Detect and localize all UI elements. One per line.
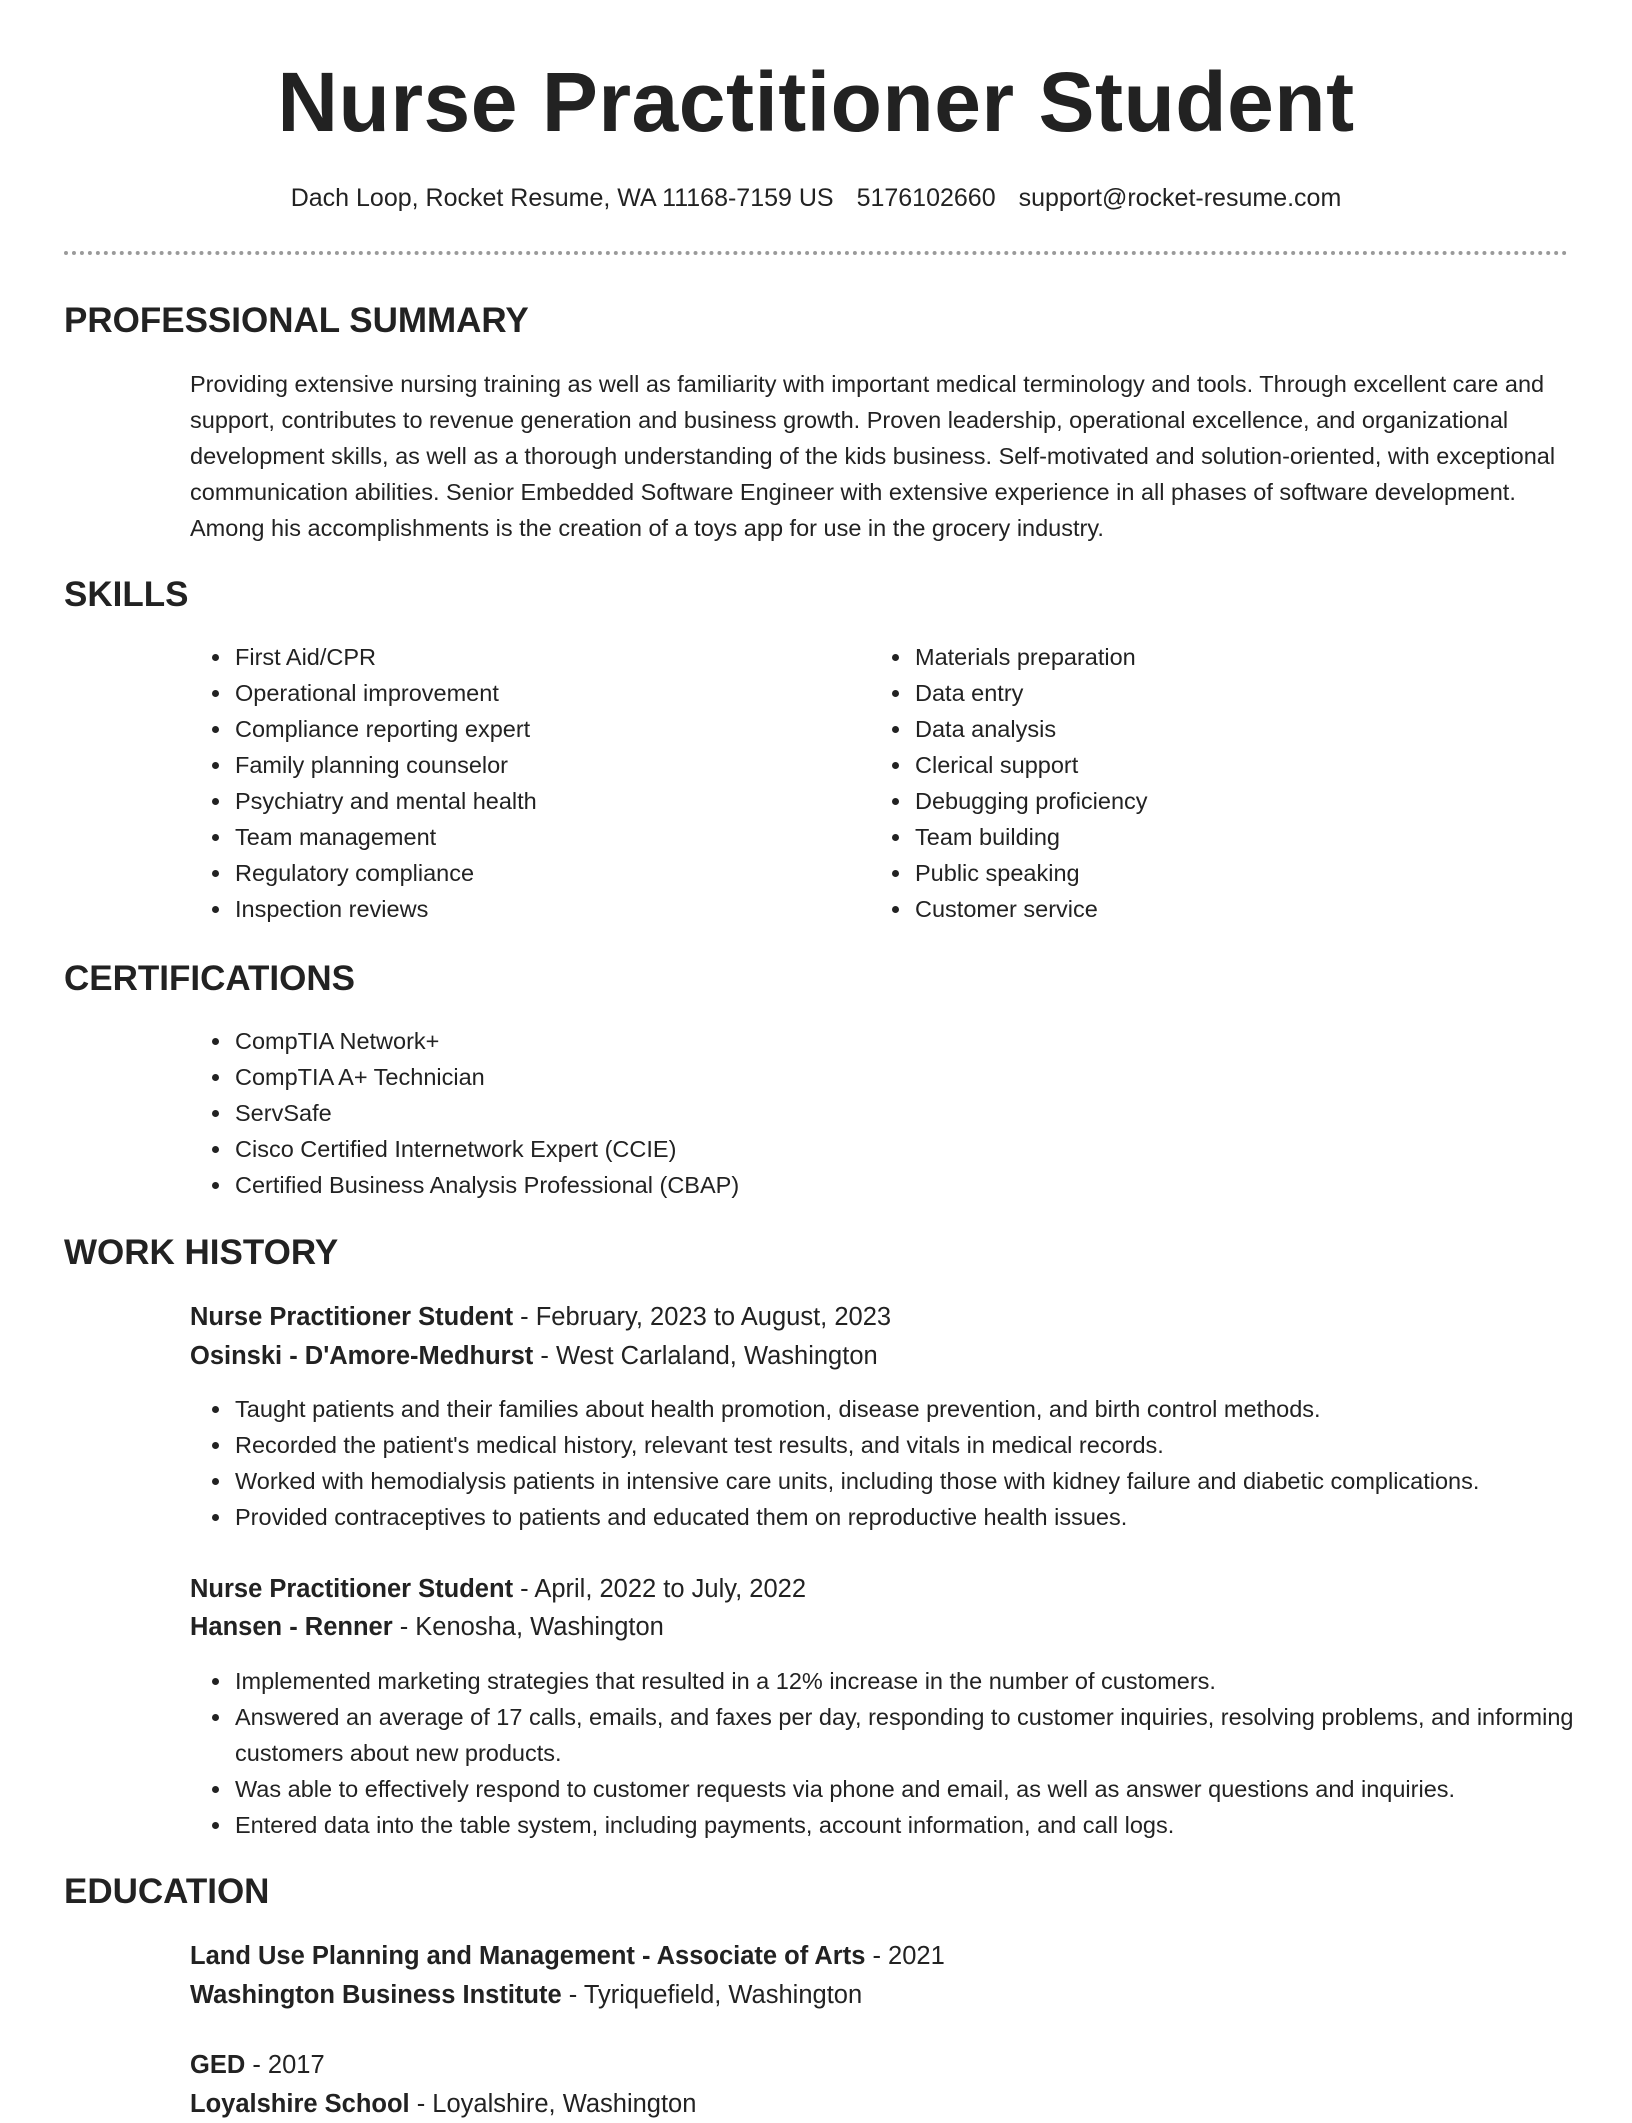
job-company: Hansen - Renner [190,1613,393,1641]
job-company-line [190,1337,878,1375]
education-location: - Tyriquefield, Washington [561,1981,863,2009]
list-item: • Recorded the patient's medical history, relevant test results, and vitals in medical records. [233,1427,1623,1463]
contact-address: Dach Loop, Rocket Resume, WA 11168-7159 US [290,184,834,212]
job-title-line [190,1298,891,1336]
certifications-list [190,1023,1533,1203]
skills-list-right [870,639,1513,927]
job-company-line [190,1608,664,1646]
list-item: • Family planning counselor [233,747,833,783]
list-item: • ServSafe [233,1095,1533,1131]
education-location: - Loyalshire, Washington [409,2090,697,2118]
education-school-line [190,1976,862,2014]
summary-heading: PROFESSIONAL SUMMARY [64,301,529,340]
list-item: • Debugging proficiency [913,783,1513,819]
list-item: • Cisco Certified Internetwork Expert (CCIE) [233,1131,1533,1167]
education-degree: GED [190,2051,246,2079]
job-location: - West Carlaland, Washington [533,1342,878,1370]
list-item: • Answered an average of 17 calls, emails, and faxes per day, responding to customer inquiries, resolving problems, and informing customers about new products. [233,1699,1613,1771]
list-item: • Certified Business Analysis Professional (CBAP) [233,1167,1533,1203]
header-divider [64,251,1568,255]
job-dates: - April, 2022 to July, 2022 [513,1575,807,1603]
list-item: • Data analysis [913,711,1513,747]
job-title-line [190,1570,806,1608]
list-item: • Operational improvement [233,675,833,711]
job-location: - Kenosha, Washington [392,1613,664,1641]
contact-info [0,180,1632,216]
list-item: • Materials preparation [913,639,1513,675]
list-item: • CompTIA Network+ [233,1023,1533,1059]
contact-email: support@rocket-resume.com [1018,184,1342,212]
list-item: • Worked with hemodialysis patients in intensive care units, including those with kidney failure and diabetic complications. [233,1463,1623,1499]
job-bullets [190,1663,1613,1843]
work-history-heading: WORK HISTORY [64,1233,339,1272]
certifications-heading: CERTIFICATIONS [64,959,356,998]
list-item: • CompTIA A+ Technician [233,1059,1533,1095]
list-item: • Clerical support [913,747,1513,783]
list-item: • Entered data into the table system, including payments, account information, and call logs. [233,1807,1613,1843]
job-dates: - February, 2023 to August, 2023 [513,1303,892,1331]
candidate-name: Nurse Practitioner Student [277,55,1355,149]
education-school: Loyalshire School [190,2090,410,2118]
list-item: • Public speaking [913,855,1513,891]
job-role: Nurse Practitioner Student [190,1575,514,1603]
list-item: • Taught patients and their families about health promotion, disease prevention, and birth control methods. [233,1391,1623,1427]
education-year: - 2021 [865,1942,945,1970]
contact-phone: 5176102660 [856,184,996,212]
list-item: • Team building [913,819,1513,855]
summary-text: Providing extensive nursing training as well as familiarity with important medical terminology and tools. Through excellent care and support, contributes to revenue generation and business growth. Proven leadership, operational excellence, and organizational development skills, as well as a thorough understanding of the kids business. Self-motivated and solution-oriented, with exceptional communication abilities. Senior Embedded Software Engineer with extensive experience in all phases of software development. Among his accomplishments is the creation of a toys app for use in the grocery industry. [190,371,1556,541]
list-item: • Compliance reporting expert [233,711,833,747]
skills-heading: SKILLS [64,575,189,614]
job-company: Osinski - D'Amore-Medhurst [190,1342,534,1370]
education-degree-line [190,2046,325,2084]
education-degree-line [190,1937,945,1975]
job-role: Nurse Practitioner Student [190,1303,514,1331]
list-item: • Implemented marketing strategies that resulted in a 12% increase in the number of customers. [233,1663,1613,1699]
list-item: • Regulatory compliance [233,855,833,891]
list-item: • Data entry [913,675,1513,711]
skills-list-left [190,639,833,927]
list-item: • Was able to effectively respond to customer requests via phone and email, as well as answer questions and inquiries. [233,1771,1613,1807]
list-item: • Inspection reviews [233,891,833,927]
education-school-line [190,2085,696,2123]
education-year: - 2017 [245,2051,325,2079]
education-degree: Land Use Planning and Management - Associate of Arts [190,1942,866,1970]
education-school: Washington Business Institute [190,1981,562,2009]
education-heading: EDUCATION [64,1872,270,1911]
list-item: • Team management [233,819,833,855]
list-item: • Provided contraceptives to patients and educated them on reproductive health issues. [233,1499,1623,1535]
list-item: • Psychiatry and mental health [233,783,833,819]
list-item: • First Aid/CPR [233,639,833,675]
job-bullets [190,1391,1623,1535]
list-item: • Customer service [913,891,1513,927]
